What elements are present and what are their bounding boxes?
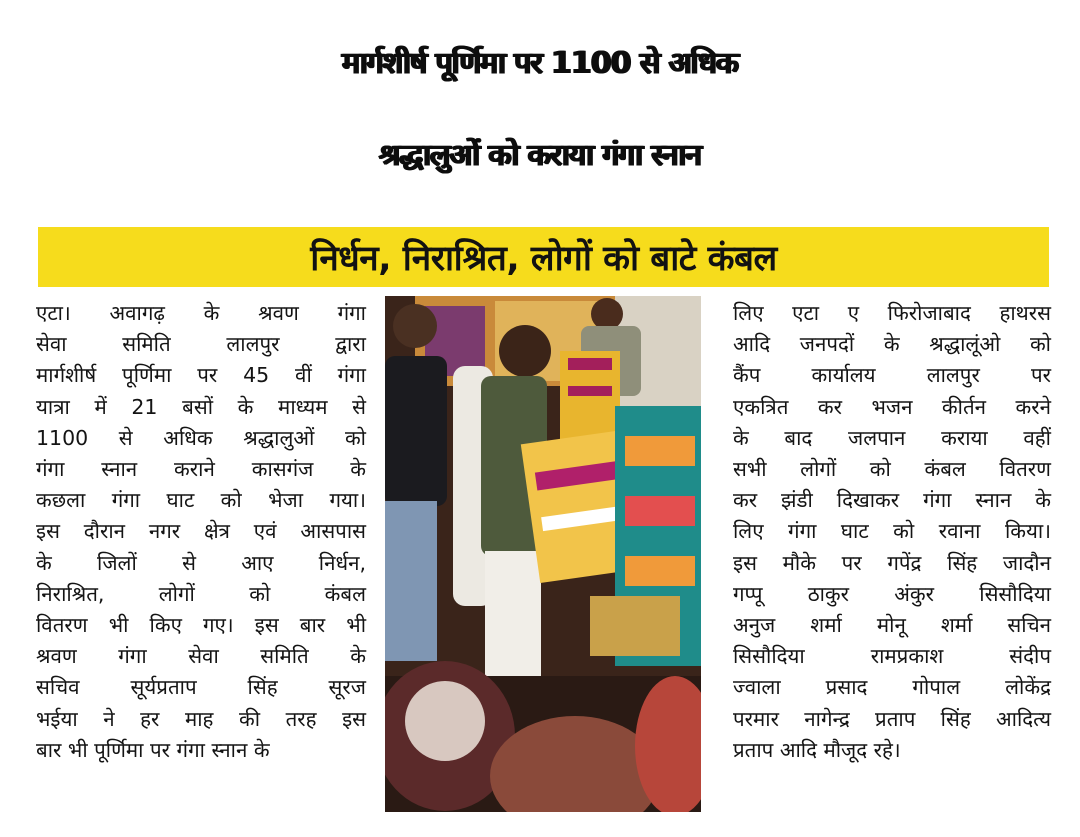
subheadline-banner [38, 227, 1049, 287]
article-line: एटा। अवागढ़ के श्रवण गंगा [36, 301, 366, 325]
article-line: कछला गंगा घाट को भेजा गया। [36, 488, 366, 513]
article-line: सिसौदिया रामप्रकाश संदीप [733, 644, 1051, 669]
article-line: सेवा समिति लालपुर द्वारा [36, 332, 366, 357]
article-line: इस मौके पर गपेंद्र सिंह जादौन [733, 550, 1051, 575]
headline-line-2: श्रद्धालुओं को कराया गंगा स्नान [379, 138, 701, 173]
article-line: अनुज शर्मा मोनू शर्मा सचिन [733, 613, 1051, 638]
subheadline-text: निर्धन, निराश्रित, लोगों को बाटे कंबल [310, 238, 777, 279]
article-line: लिए गंगा घाट को रवाना किया। [733, 519, 1051, 544]
article-line: श्रवण गंगा सेवा समिति के [36, 644, 366, 669]
article-column-left [36, 298, 366, 766]
article-line: गंगा स्नान कराने कासगंज के [36, 457, 366, 482]
article-line: लिए एटा ए फिरोजाबाद हाथरस [733, 301, 1051, 325]
article-line: गप्पू ठाकुर अंकुर सिसौदिया [733, 581, 1051, 606]
article-line: सचिव सूर्यप्रताप सिंह सूरज [36, 675, 366, 700]
article-line: बार भी पूर्णिमा पर गंगा स्नान के [36, 737, 270, 762]
article-column-right [733, 298, 1051, 766]
headline [0, 18, 1080, 202]
news-photo-illustration [385, 296, 701, 812]
article-line: आदि जनपदों के श्रद्धालूंओ को [733, 332, 1051, 357]
article-line: एकत्रित कर भजन कीर्तन करने [733, 394, 1051, 419]
article-line: परमार नागेन्द्र प्रताप सिंह आदित्य [733, 706, 1051, 731]
article-line: के जिलों से आए निर्धन, [36, 550, 366, 575]
article-line: सभी लोगों को कंबल वितरण [733, 457, 1051, 482]
headline-line-1: मार्गशीर्ष पूर्णिमा पर 1100 से अधिक [342, 46, 738, 81]
article-line: प्रताप आदि मौजूद रहे। [733, 737, 901, 762]
article-line: इस दौरान नगर क्षेत्र एवं आसपास [36, 519, 366, 544]
article-line: कैंप कार्यालय लालपुर पर [733, 363, 1051, 388]
article-line: कर झंडी दिखाकर गंगा स्नान के [733, 488, 1051, 513]
article-line: वितरण भी किए गए। इस बार भी [36, 613, 366, 638]
article-line: के बाद जलपान कराया वहीं [733, 425, 1051, 450]
article-line: निराश्रित, लोगों को कंबल [36, 581, 366, 606]
article-line: 1100 से अधिक श्रद्धालुओं को [36, 425, 366, 450]
article-line: मार्गशीर्ष पूर्णिमा पर 45 वीं गंगा [36, 363, 366, 388]
article-line: यात्रा में 21 बसों के माध्यम से [36, 394, 366, 419]
news-photo [385, 296, 701, 812]
article-line: ज्वाला प्रसाद गोपाल लोकेंद्र [733, 675, 1051, 700]
article-line: भईया ने हर माह की तरह इस [36, 706, 366, 731]
